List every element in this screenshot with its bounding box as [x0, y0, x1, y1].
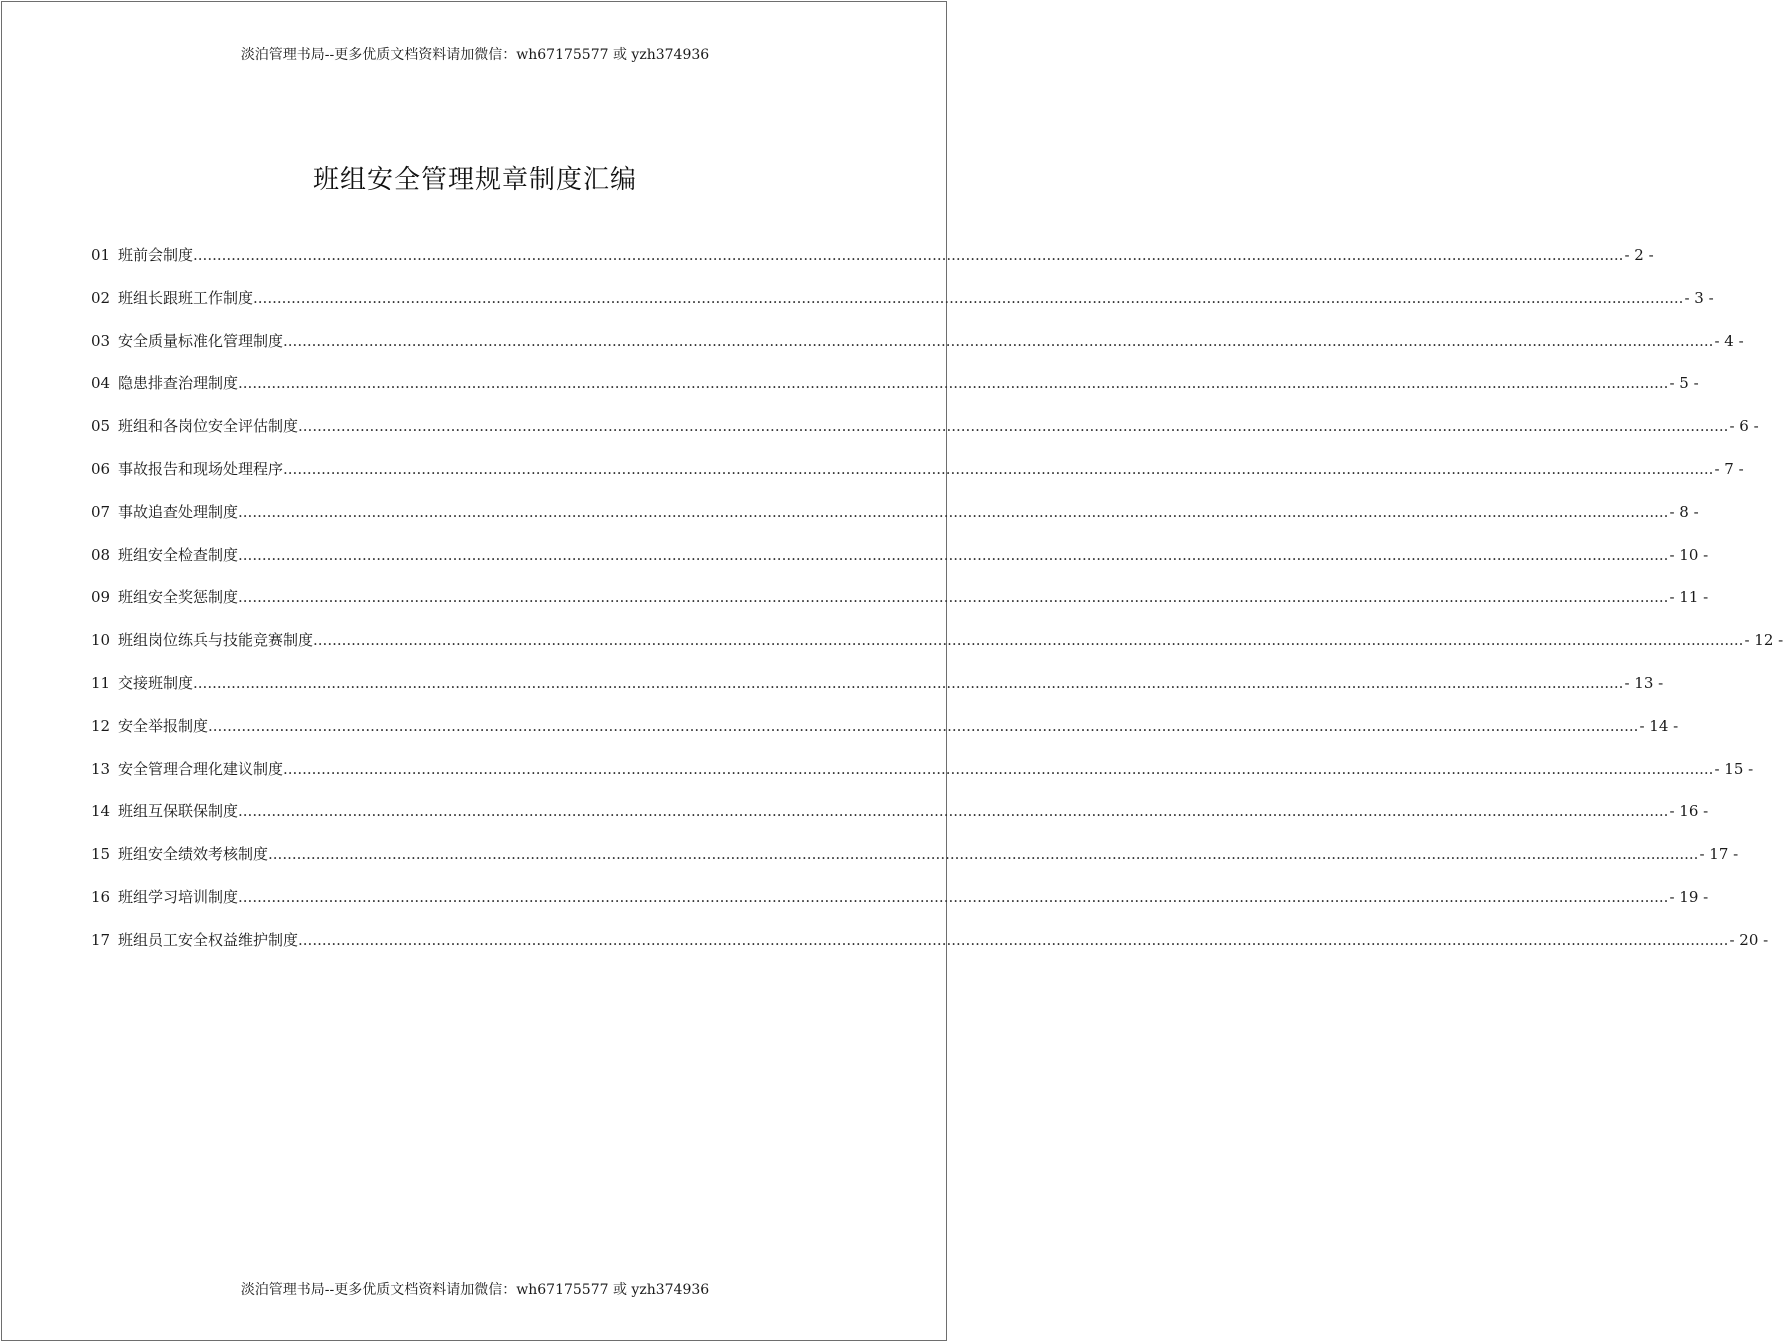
toc-entry-title: 班组员工安全权益维护制度 — [118, 930, 299, 949]
toc-entry-page: - 12 - — [1744, 631, 1783, 650]
toc-dot-leader: ............................................................................................................................................................................................................................................................................................................ — [283, 759, 1714, 778]
toc-entry-page: - 6 - — [1729, 417, 1759, 436]
toc-dot-leader: ............................................................................................................................................................................................................................................................................................................ — [283, 331, 1714, 350]
toc-entry[interactable] — [91, 244, 1654, 287]
toc-entry[interactable] — [91, 672, 1664, 715]
toc-entry-number: 05 — [91, 417, 111, 436]
toc-entry-title: 事故报告和现场处理程序 — [118, 459, 284, 478]
page-footer-note: 淡泊管理书局--更多优质文档资料请加微信：wh67175577 或 yzh374936 — [240, 1282, 710, 1298]
toc-entry-title: 班组和各岗位安全评估制度 — [118, 417, 299, 436]
document-title: 班组安全管理规章制度汇编 — [312, 165, 637, 195]
toc-dot-leader: ............................................................................................................................................................................................................................................................................................................ — [238, 887, 1669, 906]
toc-entry-page: - 2 - — [1624, 246, 1654, 264]
toc-entry-title: 安全管理合理化建议制度 — [118, 759, 284, 778]
toc-dot-leader: ............................................................................................................................................................................................................................................................................................................ — [253, 288, 1684, 307]
toc-entry-page: - 7 - — [1714, 459, 1744, 478]
toc-entry-number: 12 — [91, 716, 111, 735]
toc-entry[interactable] — [91, 886, 1709, 929]
toc-entry-title: 事故追查处理制度 — [118, 502, 239, 521]
toc-entry-number: 17 — [91, 930, 111, 949]
toc-entry-page: - 17 - — [1699, 845, 1739, 864]
table-of-contents — [91, 244, 1783, 972]
toc-entry-number: 09 — [91, 588, 111, 607]
toc-entry-number: 04 — [91, 374, 111, 393]
toc-dot-leader: ............................................................................................................................................................................................................................................................................................................ — [298, 417, 1729, 436]
toc-entry[interactable] — [91, 843, 1739, 886]
toc-entry[interactable] — [91, 929, 1769, 972]
toc-entry-page: - 16 - — [1669, 802, 1709, 821]
toc-entry-number: 10 — [91, 631, 111, 650]
toc-dot-leader: ............................................................................................................................................................................................................................................................................................................ — [208, 716, 1639, 735]
toc-entry-page: - 14 - — [1639, 716, 1679, 735]
toc-dot-leader: ............................................................................................................................................................................................................................................................................................................ — [298, 930, 1729, 949]
toc-entry-page: - 4 - — [1714, 331, 1744, 350]
toc-dot-leader: ............................................................................................................................................................................................................................................................................................................ — [238, 802, 1669, 821]
toc-entry-page: - 20 - — [1729, 930, 1769, 949]
toc-entry[interactable] — [91, 501, 1699, 544]
toc-dot-leader: ............................................................................................................................................................................................................................................................................................................ — [238, 374, 1669, 393]
toc-entry-number: 13 — [91, 759, 111, 778]
toc-entry-page: - 10 - — [1669, 545, 1709, 564]
toc-entry-title: 安全质量标准化管理制度 — [118, 331, 284, 350]
toc-dot-leader: ............................................................................................................................................................................................................................................................................................................ — [193, 246, 1624, 264]
toc-entry-page: - 5 - — [1669, 374, 1699, 393]
toc-dot-leader: ............................................................................................................................................................................................................................................................................................................ — [268, 845, 1699, 864]
toc-entry[interactable] — [91, 715, 1679, 758]
toc-entry-title: 班组安全绩效考核制度 — [118, 845, 269, 864]
toc-dot-leader: ............................................................................................................................................................................................................................................................................................................ — [238, 502, 1669, 521]
toc-entry-number: 07 — [91, 502, 111, 521]
toc-entry[interactable] — [91, 544, 1709, 587]
toc-entry-title: 交接班制度 — [118, 673, 194, 692]
toc-entry-number: 03 — [91, 331, 111, 350]
toc-entry-title: 班组长跟班工作制度 — [118, 288, 254, 307]
toc-dot-leader: ............................................................................................................................................................................................................................................................................................................ — [238, 545, 1669, 564]
toc-entry-title: 隐患排查治理制度 — [118, 374, 239, 393]
toc-entry-title: 班组学习培训制度 — [118, 887, 239, 906]
toc-entry-number: 16 — [91, 887, 111, 906]
toc-entry-page: - 3 - — [1684, 288, 1714, 307]
toc-entry-title: 班组互保联保制度 — [118, 802, 239, 821]
toc-entry-number: 01 — [91, 246, 111, 264]
toc-entry-title: 班前会制度 — [118, 246, 194, 264]
toc-entry[interactable] — [91, 330, 1744, 373]
toc-dot-leader: ............................................................................................................................................................................................................................................................................................................ — [193, 673, 1624, 692]
toc-dot-leader: ............................................................................................................................................................................................................................................................................................................ — [238, 588, 1669, 607]
toc-entry-number: 02 — [91, 288, 111, 307]
toc-entry-page: - 13 - — [1624, 673, 1664, 692]
toc-entry-number: 06 — [91, 459, 111, 478]
toc-entry[interactable] — [91, 629, 1783, 672]
toc-entry-number: 15 — [91, 845, 111, 864]
toc-entry[interactable] — [91, 415, 1759, 458]
toc-entry-title: 班组安全检查制度 — [118, 545, 239, 564]
toc-entry[interactable] — [91, 458, 1744, 501]
toc-entry[interactable] — [91, 758, 1754, 801]
toc-entry-page: - 8 - — [1669, 502, 1699, 521]
toc-entry-page: - 15 - — [1714, 759, 1754, 778]
toc-entry-number: 08 — [91, 545, 111, 564]
toc-dot-leader: ............................................................................................................................................................................................................................................................................................................ — [313, 631, 1744, 650]
toc-entry-title: 班组安全奖惩制度 — [118, 588, 239, 607]
toc-entry-page: - 11 - — [1669, 588, 1709, 607]
toc-entry[interactable] — [91, 287, 1714, 330]
toc-entry-number: 11 — [91, 673, 111, 692]
toc-entry-title: 安全举报制度 — [118, 716, 209, 735]
page-header-note: 淡泊管理书局--更多优质文档资料请加微信：wh67175577 或 yzh374936 — [240, 47, 710, 63]
toc-entry[interactable] — [91, 372, 1699, 415]
toc-entry[interactable] — [91, 586, 1709, 629]
toc-entry-page: - 19 - — [1669, 887, 1709, 906]
toc-entry[interactable] — [91, 800, 1709, 843]
toc-entry-title: 班组岗位练兵与技能竞赛制度 — [118, 631, 314, 650]
toc-entry-number: 14 — [91, 802, 111, 821]
toc-dot-leader: ............................................................................................................................................................................................................................................................................................................ — [283, 459, 1714, 478]
